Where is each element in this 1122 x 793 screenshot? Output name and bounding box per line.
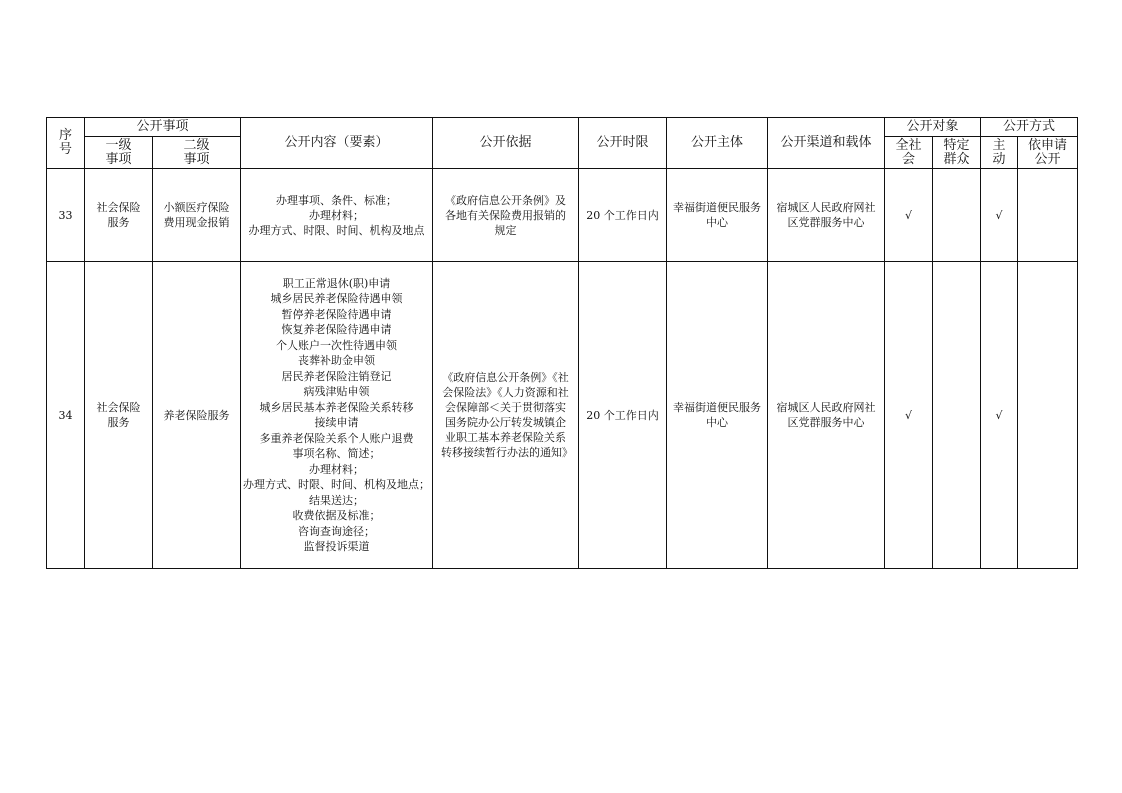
row-level1-text: 社会保险服务 bbox=[96, 401, 141, 429]
row-level2 bbox=[153, 169, 241, 262]
content-line: 病残津贴申领 bbox=[303, 385, 370, 398]
header-subject: 公开主体 bbox=[667, 118, 768, 169]
content-line: 城乡居民基本养老保险关系转移 bbox=[259, 400, 414, 414]
content-line: 暂停养老保险待遇申请 bbox=[281, 307, 392, 321]
row-level1 bbox=[85, 169, 153, 262]
header-method-request-label: 依申请公开 bbox=[1028, 137, 1068, 167]
row-basis bbox=[433, 262, 579, 569]
row-basis bbox=[433, 169, 579, 262]
row-time-limit: 20 个工作日内 bbox=[579, 169, 667, 262]
content-line: 咨询查询途径； bbox=[298, 524, 376, 538]
row-level1-text: 社会保险服务 bbox=[96, 201, 141, 229]
row-target-specific bbox=[933, 169, 981, 262]
header-method-group: 公开方式 bbox=[981, 118, 1078, 137]
header-seq bbox=[47, 118, 85, 169]
row-basis-text: 《政府信息公开条例》及各地有关保险费用报销的规定 bbox=[445, 193, 567, 237]
header-content: 公开内容（要素） bbox=[241, 118, 433, 169]
content-line: 丧葬补助金申领 bbox=[298, 354, 376, 367]
row-channel-text: 宿城区人民政府网社区党群服务中心 bbox=[776, 401, 876, 429]
row-seq: 34 bbox=[47, 262, 85, 569]
header-method-active bbox=[981, 137, 1018, 169]
row-level1 bbox=[85, 262, 153, 569]
row-content bbox=[241, 262, 433, 569]
header-target-all bbox=[885, 137, 933, 169]
content-line: 职工正常退休(职)申请 bbox=[282, 276, 391, 290]
header-target-specific-label: 特定群众 bbox=[943, 137, 970, 167]
content-line: 恢复养老保险待遇申请 bbox=[281, 323, 392, 336]
content-line: 结果送达； bbox=[309, 493, 365, 507]
row-subject-text: 幸福街道便民服务中心 bbox=[673, 201, 762, 229]
row-level2-text: 小额医疗保险费用现金报销 bbox=[163, 201, 230, 229]
row-level2: 养老保险服务 bbox=[153, 262, 241, 569]
content-line: 办理事项、条件、标准； bbox=[276, 193, 398, 207]
row-basis-text: 《政府信息公开条例》《社会保险法》《人力资源和社会保障部＜关于贯彻落实国务院办公厅转发城镇企业职工基本养老保险关系转移接续暂行办法的通知》 bbox=[441, 371, 574, 459]
row-subject bbox=[667, 262, 768, 569]
content-line: 接续申请 bbox=[314, 416, 359, 429]
header-level2-label: 二级事项 bbox=[183, 137, 210, 167]
content-line: 多重养老保险关系个人账户退费 bbox=[259, 431, 414, 445]
row-channel bbox=[768, 262, 885, 569]
row-method-active: √ bbox=[981, 262, 1018, 569]
row-content bbox=[241, 169, 433, 262]
header-channel: 公开渠道和载体 bbox=[768, 118, 885, 169]
table-row bbox=[47, 169, 1078, 262]
row-subject bbox=[667, 169, 768, 262]
table-row bbox=[47, 262, 1078, 569]
content-line: 收费依据及标准； bbox=[292, 509, 381, 522]
row-target-all: √ bbox=[885, 262, 933, 569]
content-line: 办理方式、时限、时间、机构及地点； bbox=[243, 478, 431, 491]
header-level1-label: 一级事项 bbox=[105, 137, 132, 167]
header-basis: 公开依据 bbox=[433, 118, 579, 169]
header-method-active-label: 主动 bbox=[992, 137, 1006, 167]
row-method-request bbox=[1018, 262, 1078, 569]
row-target-specific bbox=[933, 262, 981, 569]
content-line: 办理材料； bbox=[309, 208, 365, 222]
row-channel-text: 宿城区人民政府网社区党群服务中心 bbox=[776, 201, 876, 229]
row-time-limit: 20 个工作日内 bbox=[579, 262, 667, 569]
content-line: 居民养老保险注销登记 bbox=[281, 369, 392, 383]
content-line: 城乡居民养老保险待遇申领 bbox=[270, 292, 403, 305]
header-time-limit: 公开时限 bbox=[579, 118, 667, 169]
content-line: 个人账户一次性待遇申领 bbox=[276, 338, 398, 352]
disclosure-table bbox=[46, 117, 1078, 569]
header-level2 bbox=[153, 137, 241, 169]
header-seq-label: 序号 bbox=[58, 128, 72, 157]
row-subject-text: 幸福街道便民服务中心 bbox=[673, 401, 762, 429]
content-line: 办理材料； bbox=[309, 462, 365, 476]
row-channel bbox=[768, 169, 885, 262]
row-target-all: √ bbox=[885, 169, 933, 262]
row-method-active: √ bbox=[981, 169, 1018, 262]
header-row-1 bbox=[47, 118, 1078, 137]
header-target-specific bbox=[933, 137, 981, 169]
header-method-request bbox=[1018, 137, 1078, 169]
header-target-group: 公开对象 bbox=[885, 118, 981, 137]
content-line: 事项名称、简述； bbox=[292, 447, 381, 460]
header-level1 bbox=[85, 137, 153, 169]
row-method-request bbox=[1018, 169, 1078, 262]
row-seq: 33 bbox=[47, 169, 85, 262]
header-target-all-label: 全社会 bbox=[895, 137, 922, 167]
header-items-group: 公开事项 bbox=[85, 118, 241, 137]
content-line: 办理方式、时限、时间、机构及地点 bbox=[248, 223, 425, 237]
content-line: 监督投诉渠道 bbox=[303, 540, 370, 553]
